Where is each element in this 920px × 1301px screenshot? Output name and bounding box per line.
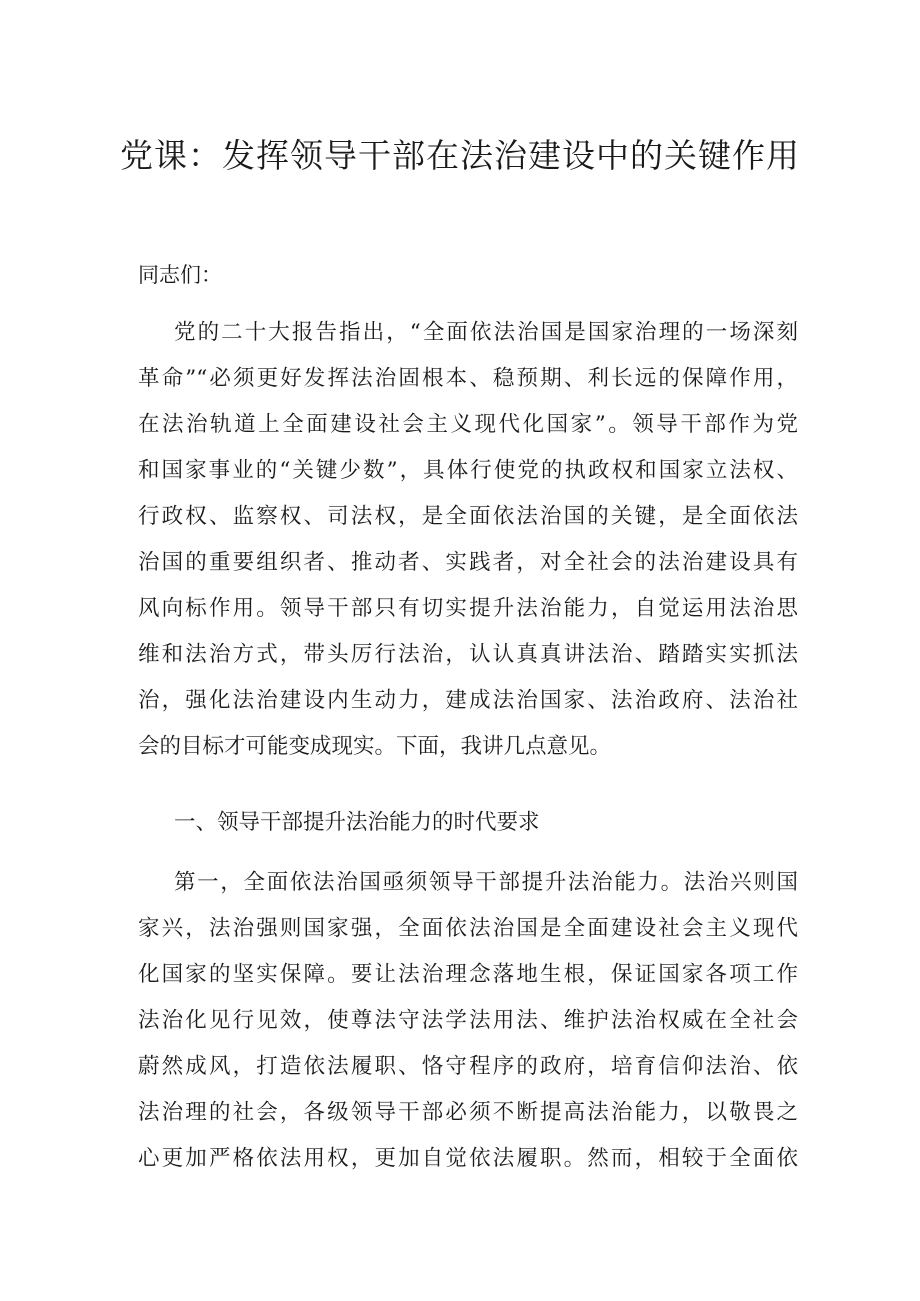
section-heading: 一、领导干部提升法治能力的时代要求	[174, 810, 540, 835]
paragraph-line: 和国家事业的“关键少数”，具体行使党的执政权和国家立法权、	[138, 458, 798, 483]
paragraph-line: 家兴，法治强则国家强，全面依法治国是全面建设社会主义现代	[138, 916, 798, 941]
paragraph-line: 革命”“必须更好发挥法治固根本、稳预期、利长远的保障作用，	[138, 366, 798, 391]
salutation: 同志们：	[138, 263, 222, 287]
paragraph-intro	[138, 310, 798, 770]
paragraph-line: 在法治轨道上全面建设社会主义现代化国家”。领导干部作为党	[138, 412, 798, 437]
paragraph-line: 治，强化法治建设内生动力，建成法治国家、法治政府、法治社	[138, 688, 798, 713]
paragraph-section-1	[138, 860, 798, 1182]
paragraph-line: 第一，全面依法治国亟须领导干部提升法治能力。法治兴则国	[174, 870, 798, 895]
paragraph-line: 心更加严格依法用权，更加自觉依法履职。然而，相较于全面依	[138, 1146, 798, 1171]
paragraph-line: 法治理的社会，各级领导干部必须不断提高法治能力，以敬畏之	[138, 1100, 798, 1125]
paragraph-line: 会的目标才可能变成现实。下面，我讲几点意见。	[138, 734, 612, 759]
paragraph-line: 维和法治方式，带头厉行法治，认认真真讲法治、踏踏实实抓法	[138, 642, 798, 667]
paragraph-line: 党的二十大报告指出，“全面依法治国是国家治理的一场深刻	[174, 320, 798, 345]
paragraph-line: 法治化见行见效，使尊法守法学法用法、维护法治权威在全社会	[138, 1008, 798, 1033]
paragraph-line: 蔚然成风，打造依法履职、恪守程序的政府，培育信仰法治、依	[138, 1054, 798, 1079]
paragraph-line: 行政权、监察权、司法权，是全面依法治国的关键，是全面依法	[138, 504, 798, 529]
paragraph-line: 治国的重要组织者、推动者、实践者，对全社会的法治建设具有	[138, 550, 798, 575]
paragraph-line: 化国家的坚实保障。要让法治理念落地生根，保证国家各项工作	[138, 962, 798, 987]
paragraph-line: 风向标作用。领导干部只有切实提升法治能力，自觉运用法治思	[138, 596, 798, 621]
document-title: 党课：发挥领导干部在法治建设中的关键作用	[120, 136, 800, 175]
